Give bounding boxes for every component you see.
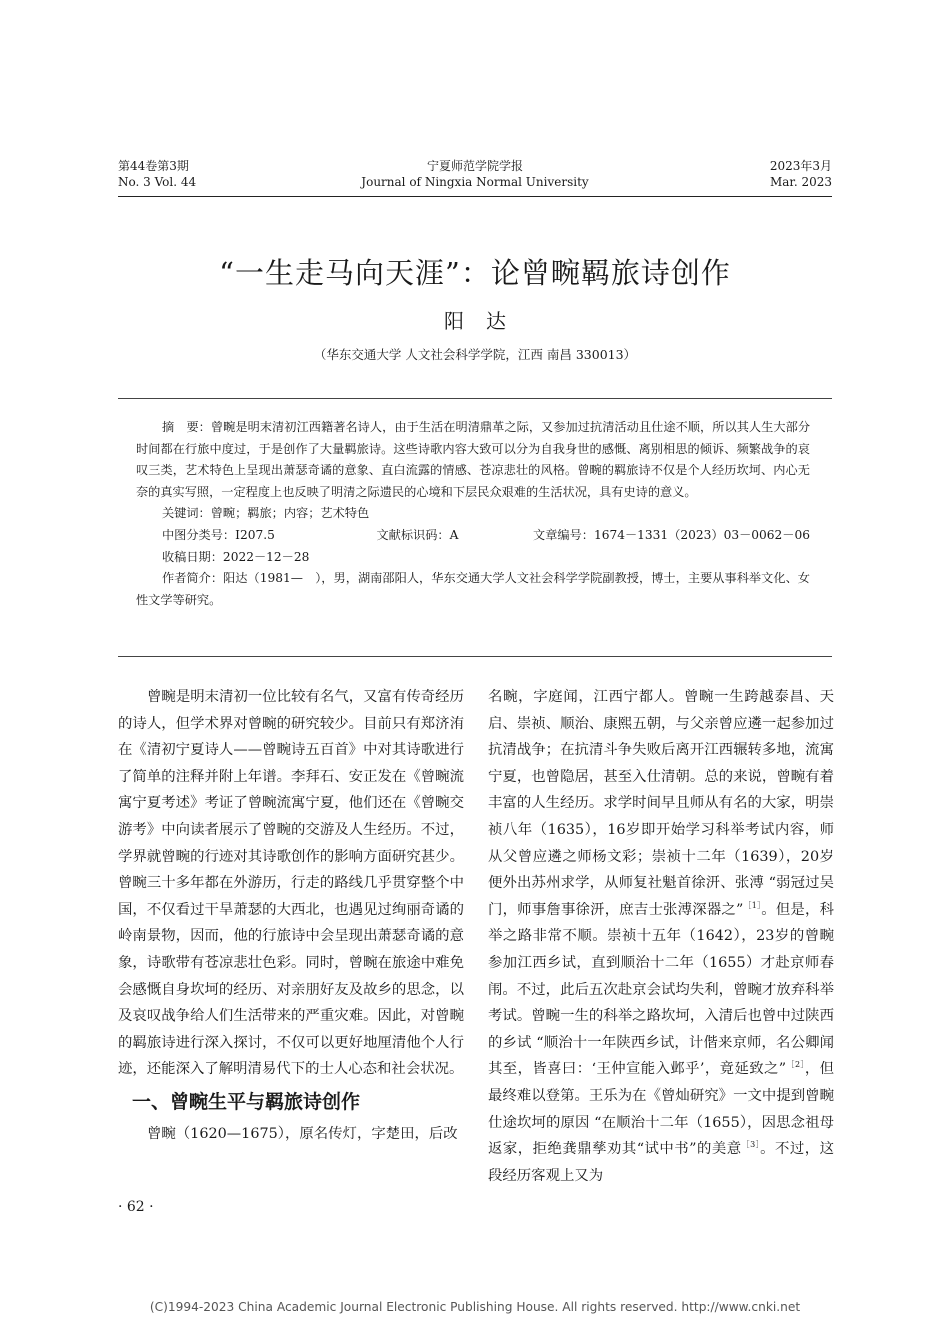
article-title: “一生走马向天涯”：论曾畹羁旅诗创作	[219, 256, 731, 290]
section-heading: 一、曾畹生平与羁旅诗创作	[132, 1090, 361, 1113]
running-header-date	[770, 158, 832, 190]
copyright-footer: (C)1994-2023 China Academic Journal Electronic Publishing House. All rights reserved. http://www.cnki.net	[149, 1300, 801, 1314]
body-left-column	[118, 684, 464, 1148]
keywords: 关键词：曾畹；羁旅；内容；艺术特色	[162, 506, 370, 521]
page-number: · 62 ·	[118, 1199, 154, 1215]
body-text: 名畹，字庭闻，江西宁都人。曾畹一生跨越泰昌、天启、崇祯、顺治、康熙五朝，与父亲曾应遴一起参加过抗清战争；在抗清斗争失败后离开江西辗转多地，流寓宁夏，也曾隐居，甚至入仕清朝。总的来说，曾畹有着丰富的人生经历。求学时间早且师从有名的大家，明崇祯八年（1635），16岁即开始学习科举考试内容，师从父曾应遴之师杨文彩；崇祯十二年（1639），20岁便外出苏州求学，从师复社魁首徐汧、张溥 “弱冠过吴门，师事詹事徐汧，庶吉士张溥深器之”	[488, 689, 834, 918]
issue-en: No. 3 Vol. 44	[118, 175, 197, 189]
abstract	[136, 417, 810, 503]
article-number: 文章编号：1674－1331（2023）03－0062－06	[533, 527, 810, 542]
received-date: 收稿日期：2022－12－28	[162, 549, 310, 564]
classification-row	[136, 525, 810, 547]
author-affiliation: （华东交通大学 人文社会科学学院，江西 南昌 330013）	[313, 347, 637, 362]
body-text: 。不过，这段经历客观上又为	[488, 1141, 834, 1184]
reference-3[interactable]: ［3］	[741, 1140, 761, 1150]
date-cn: 2023年3月	[769, 159, 832, 173]
abstract-bottom-rule	[118, 656, 832, 657]
section-paragraph-start: 曾畹（1620—1675），原名传灯，字楚田，后改	[147, 1125, 458, 1142]
abstract-block	[136, 417, 810, 611]
journal-cn: 宁夏师范学院学报	[426, 159, 523, 173]
document-code: 文献标识码：A	[376, 527, 459, 542]
header-rule	[118, 196, 832, 197]
abstract-text: 曾畹是明末清初江西籍著名诗人，由于生活在明清鼎革之际，又参加过抗清活动且仕途不顺，所以其人生大部分时间都在行旅中度过，于是创作了大量羁旅诗。这些诗歌内容大致可以分为自我身世的感慨、离别相思的倾诉、频繁战争的哀叹三类，艺术特色上呈现出萧瑟奇谲的意象、直白流露的情感、苍凉悲壮的风格。曾畹的羁旅诗不仅是个人经历坎坷、内心无奈的真实写照，一定程度上也反映了明清之际遗民的心境和下层民众艰难的生活状况，具有史诗的意义。	[136, 420, 811, 499]
article-author: 阳达	[444, 309, 528, 333]
abstract-label: 摘 要：	[162, 420, 211, 434]
body-right-column	[488, 684, 834, 1189]
section-paragraph-continued	[488, 684, 834, 1189]
author-bio: 作者简介：阳达（1981— ），男，湖南邵阳人，华东交通大学人文社会科学学院副教授，博士，主要从事科举文化、女性文学等研究。	[136, 571, 810, 607]
intro-paragraph: 曾畹是明末清初一位比较有名气，又富有传奇经历的诗人，但学术界对曾畹的研究较少。目前只有郑济洧在《清初宁夏诗人——曾畹诗五百首》中对其诗歌进行了简单的注释并附上年谱。李拜石、安正发在《曾畹流寓宁夏考述》考证了曾畹流寓宁夏，他们还在《曾畹交游考》中向读者展示了曾畹的交游及人生经历。不过，学界就曾畹的行迹对其诗歌创作的影响方面研究甚少。曾畹三十多年都在外游历，行走的路线几乎贯穿整个中国，不仅看过干旱萧瑟的大西北，也遇见过绚丽奇谲的岭南景物，因而，他的行旅诗中会呈现出萧瑟奇谲的意象，诗歌带有苍凉悲壮色彩。同时，曾畹在旅途中难免会感慨自身坎坷的经历、对亲朋好友及故乡的思念，以及哀叹战争给人们生活带来的严重灾难。因此，对曾畹的羁旅诗进行深入探讨，不仅可以更好地厘清他个人行迹，还能深入了解明清易代下的士人心态和社会状况。	[118, 689, 464, 1078]
body-text: 。但是，科举之路非常不顺。崇祯十五年（1642），23岁的曾畹参加江西乡试，直到顺治十二年（1655）才赴京师春闱。不过，此后五次赴京会试均失利，曾畹才放弃科举考试。曾畹一生的科举之路坎坷，入清后也曾中过陕西的乡试 “顺治十一年陕西乡试，计偕来京师，名公卿闻其至，皆喜曰：‘王仲宣能入邺乎’，竟延致之”	[488, 901, 834, 1078]
reference-1[interactable]: ［1］	[743, 900, 762, 910]
journal-en: Journal of Ningxia Normal University	[361, 175, 589, 189]
clc-number: 中图分类号：I207.5	[162, 527, 275, 542]
date-en: Mar. 2023	[769, 175, 832, 189]
reference-2[interactable]: ［2］	[786, 1060, 805, 1070]
body-text: ，但最终难以登第。王乐为在《曾灿研究》一文中提到曾畹仕途坎坷的原因 “在顺治十二年（1655），因思念祖母返家，拒绝龚鼎孳劝其“试中书”的美意	[488, 1061, 834, 1158]
issue-cn: 第44卷第3期	[118, 159, 189, 173]
abstract-top-rule	[118, 398, 832, 399]
